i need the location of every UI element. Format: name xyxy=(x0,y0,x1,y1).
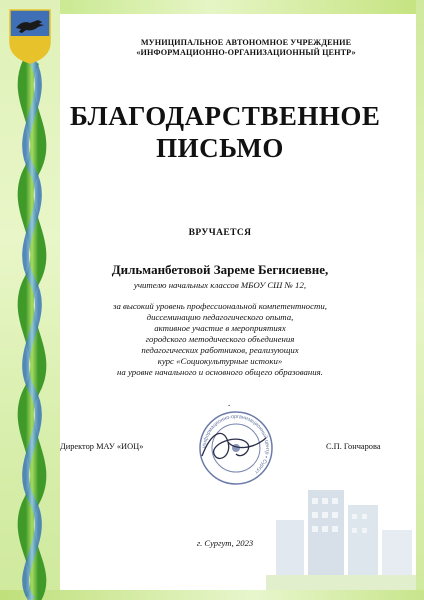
frame-right xyxy=(416,0,424,600)
reason-line: курс «Социокультурные истоки» xyxy=(157,356,283,366)
awarded-label: ВРУЧАЕТСЯ xyxy=(188,228,252,238)
city-coat-of-arms-icon xyxy=(8,8,52,64)
separator-dot: . xyxy=(228,398,231,408)
institution-line-1: МУНИЦИПАЛЬНОЕ АВТОНОМНОЕ УЧРЕЖДЕНИЕ xyxy=(140,38,352,47)
director-title: Директор МАУ «ИОЦ» xyxy=(60,442,144,451)
director-name: С.П. Гончарова xyxy=(326,442,381,451)
reason-line: за высокий уровень профессиональной компетентности, xyxy=(113,301,327,311)
reason-line: педагогических работников, реализующих xyxy=(141,345,299,355)
award-reason xyxy=(70,301,370,378)
document-title xyxy=(70,100,381,164)
handwritten-signature xyxy=(162,420,282,470)
reason-line: на уровне начального и основного общего образования. xyxy=(117,367,323,377)
reason-line: городского методического объединения xyxy=(145,334,295,344)
title-line-2: ПИСЬМО xyxy=(156,133,284,163)
institution-line-2: «ИНФОРМАЦИОННО-ОРГАНИЗАЦИОННЫЙ ЦЕНТР» xyxy=(136,48,356,57)
recipient-name: Дильманбетовой Зареме Бегисиевне, xyxy=(111,262,329,277)
city-buildings-image xyxy=(266,450,416,590)
title-line-1: БЛАГОДАРСТВЕННОЕ xyxy=(70,101,381,131)
decorative-ribbon xyxy=(6,60,60,600)
recipient-position: учителю начальных классов МБОУ СШ № 12, xyxy=(133,280,307,290)
stamp-text: Информационно-организационный центр • Сургут xyxy=(201,413,271,475)
frame-bottom xyxy=(0,590,424,600)
institution-header xyxy=(96,38,396,58)
city-date: г. Сургут, 2023 xyxy=(196,538,254,548)
frame-top xyxy=(0,0,424,14)
reason-line: активное участие в мероприятиях xyxy=(154,323,286,333)
reason-line: диссеминацию педагогического опыта, xyxy=(146,312,294,322)
